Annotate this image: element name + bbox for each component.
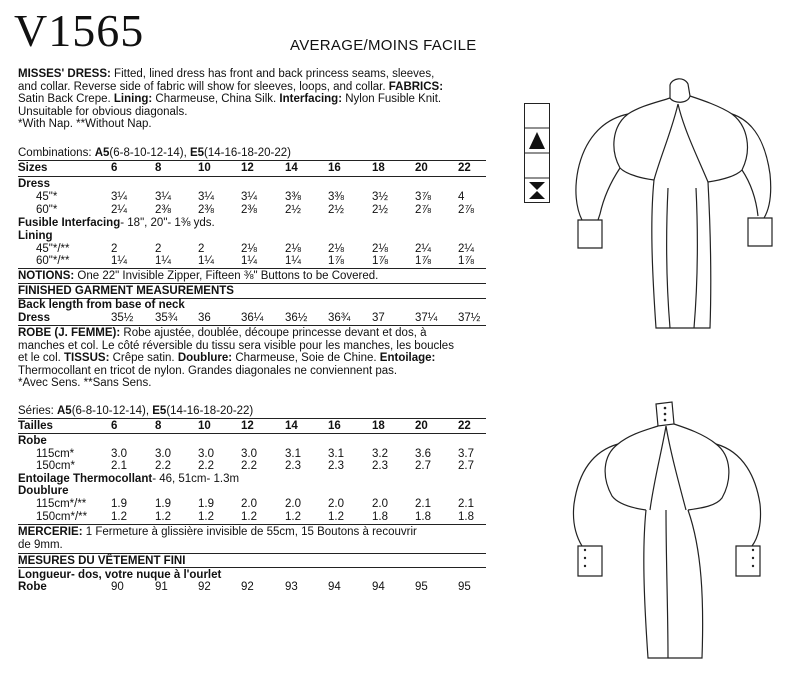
entoilage-row: Entoilage Thermocollant- 46, 51cm- 1.3m [18,473,240,485]
notions-row: NOTIONS: One 22" Invisible Zipper, Fifteen ⅜" Buttons to be Covered. [18,270,379,282]
table-row: 115cm* 3.0 3.0 3.0 3.0 3.1 3.1 3.2 3.6 3.7 [36,448,474,460]
difficulty-level: AVERAGE/MOINS FACILE [290,37,477,54]
table-row: 45"* 3¼ 3¼ 3¼ 3¼ 3⅜ 3⅜ 3½ 3⅞ 4 [36,191,465,203]
fusible-row: Fusible Interfacing- 18", 20"- 1⅜ yds. [18,217,215,229]
finished-title: FINISHED GARMENT MEASUREMENTS [18,285,234,297]
table-row: 60"*/** 1¼ 1¼ 1¼ 1¼ 1¼ 1⅞ 1⅞ 1⅞ 1⅞ [36,255,474,267]
robe-label: Robe [18,435,47,447]
finished-row: Dress 35½ 35¾ 36 36¼ 36½ 36¾ 37 37¼ 37½ [18,312,481,324]
dress-label: Dress [18,178,50,190]
series-line: Séries: A5(6-8-10-12-14), E5(14-16-18-20-22) [18,405,254,417]
back-view-illustration [560,400,785,670]
table-row: 150cm*/** 1.2 1.2 1.2 1.2 1.2 1.2 1.8 1.8 1.8 [36,511,474,523]
table-row: 150cm* 2.1 2.2 2.2 2.2 2.3 2.3 2.3 2.7 2.7 [36,460,474,472]
front-view-illustration [560,70,785,345]
longueur-dos: Longueur- dos, votre nuque à l'ourlet [18,569,222,581]
sizes-header-row: Sizes 6 8 10 12 14 16 18 20 22 [18,162,471,174]
doublure-label: Doublure [18,485,69,497]
table-row: 60"* 2¼ 2⅜ 2⅜ 2⅜ 2½ 2½ 2½ 2⅞ 2⅞ [36,204,474,216]
pattern-number: V1565 [14,5,145,56]
tailles-header-row: Tailles 6 8 10 12 14 16 18 20 22 [18,420,471,432]
mesures-title: MESURES DU VÊTEMENT FINI [18,555,186,567]
mercerie-block: MERCERIE: 1 Fermeture à glissière invisible de 55cm, 15 Boutons à recouvrir de 9mm. [18,526,417,551]
lining-label: Lining [18,230,53,242]
table-row: 115cm*/** 1.9 1.9 1.9 2.0 2.0 2.0 2.0 2.1 2.1 [36,498,474,510]
mesures-row: Robe 90 91 92 92 93 94 94 95 95 [18,581,471,593]
table-row: 45"*/** 2 2 2 2⅛ 2⅛ 2⅛ 2⅛ 2¼ 2¼ [36,243,474,255]
symbol-boxes [524,103,550,203]
combinations-line: Combinations: A5(6-8-10-12-14), E5(14-16-18-20-22) [18,147,291,159]
french-description: ROBE (J. FEMME): Robe ajustée, doublée, découpe princesse devant et dos, à manches et col. Le côté réversible du tissu sera visible pour les manches, les boucles et le col. TISSUS: Crêpe satin. Doublure: Charmeuse, Soie de Chine. Entoilage: Thermocollant en tricot de nylon. Grandes diagonales ne conviennent pas. *Avec Sens. **Sans Sens. [18,327,454,389]
english-description: MISSES' DRESS: Fitted, lined dress has front and back princess seams, sleeves, and collar. Reverse side of fabric will show for sleeves, loops, and collar. FABRICS: Satin Back Crepe. Lining: Charmeuse, China Silk. Interfacing: Nylon Fusible Knit. Unsuitable for obvious diagonals. *With Nap. **Without Nap. [18,68,444,130]
back-length: Back length from base of neck [18,299,185,311]
